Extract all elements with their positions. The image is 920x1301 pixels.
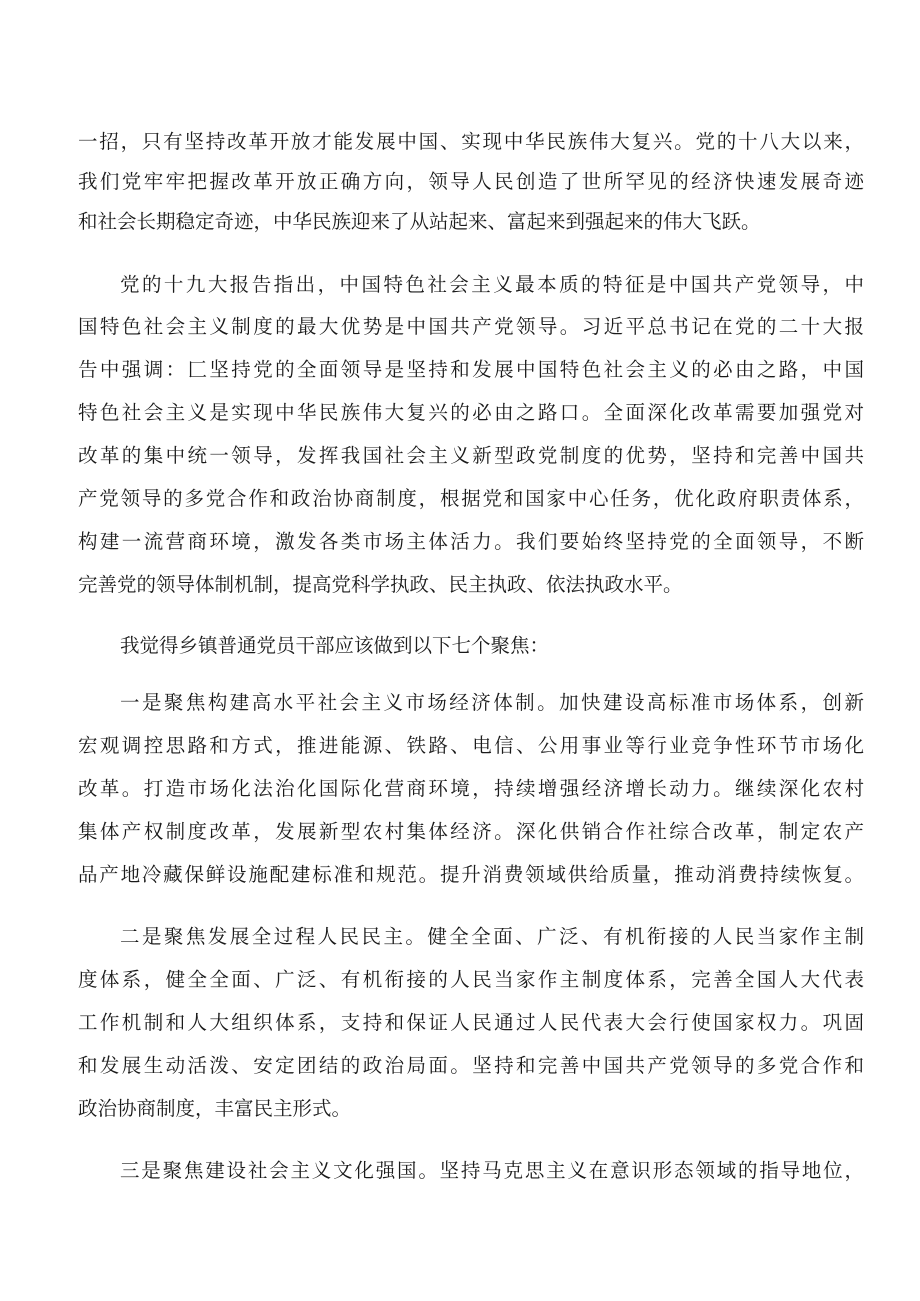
text-line: 二是聚焦发展全过程人民民主。健全全面、广泛、有机衔接的人民当家作主制: [120, 925, 864, 948]
text-line: 改革。打造市场化法治化国际化营商环境，持续增强经济增长动力。继续深化农村: [78, 777, 864, 800]
text-line: 宏观调控思路和方式，推进能源、铁路、电信、公用事业等行业竞争性环节市场化: [78, 734, 864, 757]
text-line: 集体产权制度改革，发展新型农村集体经济。深化供销合作社综合改革，制定农产: [78, 820, 864, 843]
text-line: 我们党牢牢把握改革开放正确方向，领导人民创造了世所罕见的经济快速发展奇迹: [78, 170, 864, 193]
text-line: 改革的集中统一领导，发挥我国社会主义新型政党制度的优势，坚持和完善中国共: [78, 444, 864, 467]
text-line: 我觉得乡镇普通党员干部应该做到以下七个聚焦：: [120, 634, 550, 657]
text-line: 国特色社会主义制度的最大优势是中国共产党领导。习近平总书记在党的二十大报: [78, 315, 864, 338]
text-line: 三是聚焦建设社会主义文化强国。坚持马克思主义在意识形态领域的指导地位，: [120, 1159, 864, 1182]
text-line: 政治协商制度，丰富民主形式。: [78, 1097, 352, 1120]
text-line: 完善党的领导体制机制，提高党科学执政、民主执政、依法执政水平。: [78, 573, 683, 596]
text-line: 一招，只有坚持改革开放才能发展中国、实现中华民族伟大复兴。党的十八大以来，: [78, 130, 864, 153]
text-line: 工作机制和人大组织体系，支持和保证人民通过人民代表大会行使国家权力。巩固: [78, 1011, 864, 1034]
text-line: 度体系，健全全面、广泛、有机衔接的人民当家作主制度体系，完善全国人大代表: [78, 968, 864, 991]
text-line: 和社会长期稳定奇迹，中华民族迎来了从站起来、富起来到强起来的伟大飞跃。: [78, 210, 761, 233]
text-line: 品产地冷藏保鲜设施配建标准和规范。提升消费领域供给质量，推动消费持续恢复。: [78, 863, 864, 886]
text-line: 党的十九大报告指出，中国特色社会主义最本质的特征是中国共产党领导，中: [120, 273, 864, 296]
text-line: 一是聚焦构建高水平社会主义市场经济体制。加快建设高标准市场体系，创新: [120, 691, 864, 714]
text-line: 构建一流营商环境，激发各类市场主体活力。我们要始终坚持党的全面领导，不断: [78, 530, 864, 553]
text-line: 特色社会主义是实现中华民族伟大复兴的必由之路口。全面深化改革需要加强党对: [78, 401, 864, 424]
text-line: 和发展生动活泼、安定团结的政治局面。坚持和完善中国共产党领导的多党合作和: [78, 1054, 864, 1077]
text-line: 告中强调：匚坚持党的全面领导是坚持和发展中国特色社会主义的必由之路，中国: [78, 358, 864, 381]
text-line: 产党领导的多党合作和政治协商制度，根据党和国家中心任务，优化政府职责体系，: [78, 487, 864, 510]
